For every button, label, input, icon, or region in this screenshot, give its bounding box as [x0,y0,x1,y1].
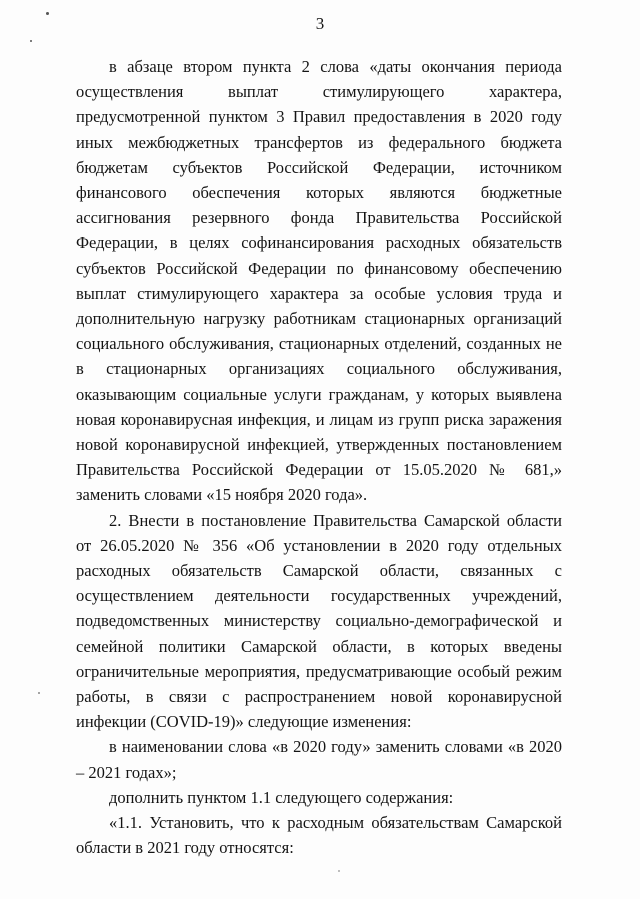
scan-speck [30,40,32,42]
document-body [76,54,562,861]
paragraph-point-1-1: «1.1. Установить, что к расходным обязательствам Самарской области в 2021 году относятся: [76,813,562,858]
paragraph-amendment-paragraph-two: в абзаце втором пункта 2 слова «даты окончания периода осуществления выплат стимулирующего характера, предусмотренной пунктом 3 Правил предоставления в 2020 году иных межбюджетных трансфертов из федерального бюджета бюджетам субъектов Российской Федерации, источником финансового обеспечения которых являются бюджетные ассигнования резервного фонда Правительства Российской Федерации, в целях софинансирования расходных обязательств субъектов Российской Федерации по финансовому обеспечению выплат стимулирующего характера за особые условия труда и дополнительную нагрузку работникам стационарных организаций социального обслуживания, стационарных отделений, созданных не в стационарных организациях социального обслуживания, оказывающим социальные услуги гражданам, у которых выявлена новая коронавирусная инфекция, и лицам из групп риска заражения новой коронавирусной инфекцией, утвержденных постановлением Правительства Российской Федерации от 15.05.2020 № 681,» заменить словами «15 ноября 2020 года». [76,57,562,505]
paragraph-title-change: в наименовании слова «в 2020 году» заменить словами «в 2020 – 2021 годах»; [76,737,562,782]
paragraph-item-2: 2. Внести в постановление Правительства Самарской области от 26.05.2020 № 356 «Об установлении в 2020 году отдельных расходных обязательств Самарской области, связанных с осуществлением деятельности государственных учреждений, подведомственных министерству социально-демографической и семейной политики Самарской области, в которых введены ограничительные мероприятия, предусматривающие особый режим работы, в связи с распространением новой коронавирусной инфекции (COVID-19)» следующие изменения: [76,510,562,732]
scan-speck [38,692,40,694]
scan-speck [338,870,340,872]
paragraph-add-point: дополнить пунктом 1.1 следующего содержания: [109,787,454,807]
page-number: 3 [315,14,325,33]
